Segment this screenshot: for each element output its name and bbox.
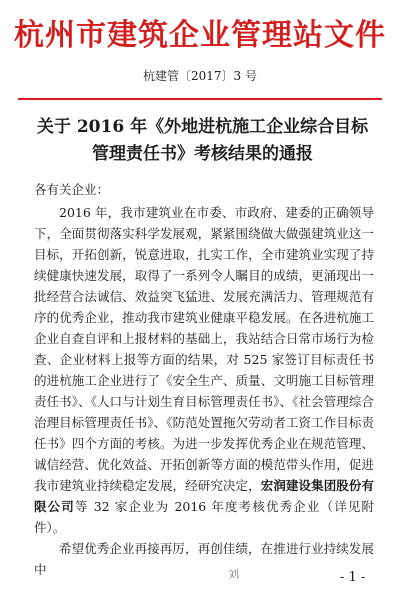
salutation: 各有关企业：: [34, 182, 110, 197]
handwritten-annotation: 刘: [227, 567, 240, 582]
body-paragraph-1: [34, 202, 374, 538]
page-number: - 1 -: [340, 570, 366, 585]
body-paragraph-2: 希望优秀企业再接再厉，再创佳绩，在推进行业持续发展中: [34, 541, 374, 577]
paragraph-1-text-a: 2016 年，我市建筑业在市委、市政府、建委的正确领导下，全面贯彻落实科学发展观，紧紧围绕做大做强建筑业这一目标，开拓创新，锐意进取，扎实工作，全市建筑业实现了持续健康快速发展，取得了一系列令人瞩目的成绩，更涌现出一批经营合法诚信、效益突飞猛进、发展充满活力、管理规范有序的优秀企业，推动我市建筑业健康平稳发展。在各进杭施工企业自查自评和上报材料的基础上，我站结合日常市场行为检查、企业材料上报等方面的结果，对 525 家签订目标责任书的进杭施工企业进行了《安全生产、质量、文明施工目标管理责任书》、《人口与计划生育目标管理责任书》、《社会管理综合治理目标管理责任书》、《防范处置拖欠劳动者工资工作目标责任书》四个方面的考核。为进一步发挥优秀企业在规范管理、诚信经营、优化效益、开拓创新等方面的模范带头作用，促进我市建筑业持续稳定发展，经研究决定，: [34, 205, 374, 493]
document-number: 杭建管〔2017〕3 号: [143, 69, 257, 83]
paragraph-1-text-b: 等 32 家企业为 2016 年度考核优秀企业（详见附件）。: [34, 499, 374, 535]
issuing-authority-title: 杭州市建筑企业管理站文件: [14, 18, 386, 53]
document-subject: 关于 2016 年《外地进杭施工企业综合目标管理责任书》考核结果的通报: [36, 117, 369, 164]
document-body: [34, 202, 374, 580]
red-divider-line: [18, 98, 382, 100]
highlighted-company-name: 宏润建设集团股份有限公司: [34, 478, 374, 514]
